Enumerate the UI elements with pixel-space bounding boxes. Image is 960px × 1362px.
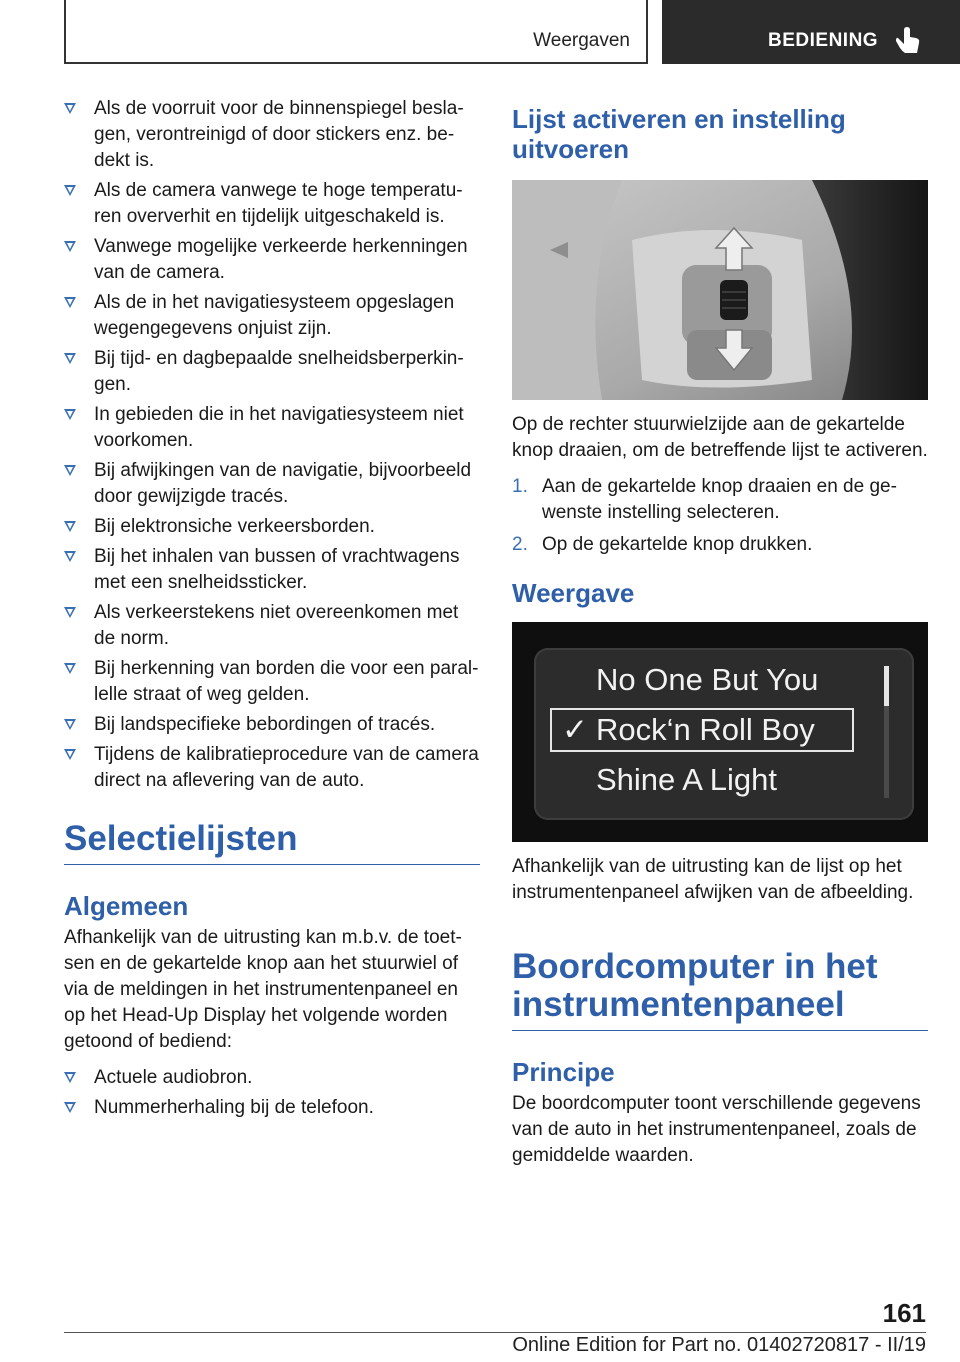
triangle-bullet-icon [64,465,76,476]
bullet-list-features [64,1065,480,1121]
subheading-lijst-activeren: Lijst activeren en instelling uitvoeren [512,104,846,164]
list-item: Nummerherhaling bij de telefoon. [64,1095,480,1121]
bullet-list-conditions [64,96,480,794]
list-item: Als de voorruit voor de binnenspiegel beslagen, verontreinigd of door stickers enz. bedekt is. [64,96,480,174]
triangle-bullet-icon [64,521,76,532]
display-list-item: Shine A Light [596,762,777,797]
footer-edition-line: Online Edition for Part no. 01402720817 - II/19 [512,1334,926,1356]
display-list-item: Rock‘n Roll Boy [596,712,815,747]
triangle-bullet-icon [64,241,76,252]
triangle-bullet-icon [64,551,76,562]
steering-wheel-controls-image [512,180,928,400]
subheading-principe: Principe [512,1057,615,1087]
paragraph-principe: De boordcomputer toont verschillende gegevens van de auto in het instrumentenpaneel, zoals de gemiddelde waarden. [512,1093,921,1166]
header-chapter-title: BEDIENING [768,30,879,51]
paragraph-lijst-activeren: Op de rechter stuurwielzijde aan de gekartelde knop draaien, om de betreffende lijst te activeren. [512,414,928,461]
triangle-bullet-icon [64,297,76,308]
steps-list [512,474,928,558]
step-number: 1. [512,476,528,497]
display-scrollbar-thumb [884,666,889,706]
triangle-bullet-icon [64,719,76,730]
list-item: Als de in het navigatiesysteem opgeslagen wegengegevens onjuist zijn. [64,290,480,342]
page-number: 161 [882,1298,926,1328]
list-item: Bij elektronsiche verkeersborden. [64,514,480,540]
triangle-bullet-icon [64,409,76,420]
list-item: Bij tijd- en dagbepaalde snelheidsberperkingen. [64,346,480,398]
paragraph-algemeen: Afhankelijk van de uitrusting kan m.b.v. de toetsen en de gekartelde knop aan het stuurwiel of via de meldingen in het instrumentenpaneel en op het Head-Up Display het volgende worden getoond of bediend: [64,927,462,1052]
list-item: In gebieden die in het navigatiesysteem niet voorkomen. [64,402,480,454]
header-section-box [64,0,648,64]
steering-wheel-illustration [512,180,928,400]
triangle-bullet-icon [64,185,76,196]
triangle-bullet-icon [64,103,76,114]
right-column [512,104,928,1169]
triangle-bullet-icon [64,353,76,364]
paragraph-weergave: Afhankelijk van de uitrusting kan de lijst op het instrumentenpaneel afwijken van de afbeelding. [512,856,914,903]
section-heading-selectielijsten: Selectielijsten [64,819,298,858]
step-number: 2. [512,534,528,555]
subheading-weergave: Weergave [512,578,635,608]
triangle-bullet-icon [64,607,76,618]
display-list-item: No One But You [596,662,819,697]
triangle-bullet-icon [64,663,76,674]
pointing-hand-icon [894,24,922,56]
section-heading-rule [64,820,480,865]
instrument-display-illustration [512,622,928,842]
header-section-title: Weergaven [533,30,630,51]
list-item: Als de camera vanwege te hoge temperaturen oververhit en tijdelijk uitgeschakeld is. [64,178,480,230]
list-item: Als verkeerstekens niet overeenkomen met de norm. [64,600,480,652]
list-item: Bij herkenning van borden die voor een parallelle straat of weg gelden. [64,656,480,708]
list-item: Vanwege mogelijke verkeerde herkenningen van de camera. [64,234,480,286]
triangle-bullet-icon [64,1102,76,1113]
list-item: Actuele audiobron. [64,1065,480,1091]
section-heading-rule [512,948,928,1031]
list-item: 2. Op de gekartelde knop drukken. [512,532,928,558]
triangle-bullet-icon [64,1072,76,1083]
section-heading-boordcomputer: Boordcomputer in het instrumentenpaneel [512,947,878,1024]
list-item: Bij landspecifieke bebordingen of tracés. [64,712,480,738]
list-item: 1. Aan de gekartelde knop draaien en de gewenste instelling selecteren. [512,476,897,523]
subheading-algemeen: Algemeen [64,891,189,921]
check-icon: ✓ [562,712,588,747]
list-item: Bij het inhalen van bussen of vrachtwagens met een snelheidssticker. [64,544,480,596]
list-item: Bij afwijkingen van de navigatie, bijvoorbeeld door gewijzigde tracés. [64,458,480,510]
triangle-bullet-icon [64,749,76,760]
list-item: Tijdens de kalibratieprocedure van de camera direct na aflevering van de auto. [64,742,480,794]
left-column [64,96,480,1125]
footer-rule [64,1332,926,1333]
header-chapter-box [662,0,960,64]
